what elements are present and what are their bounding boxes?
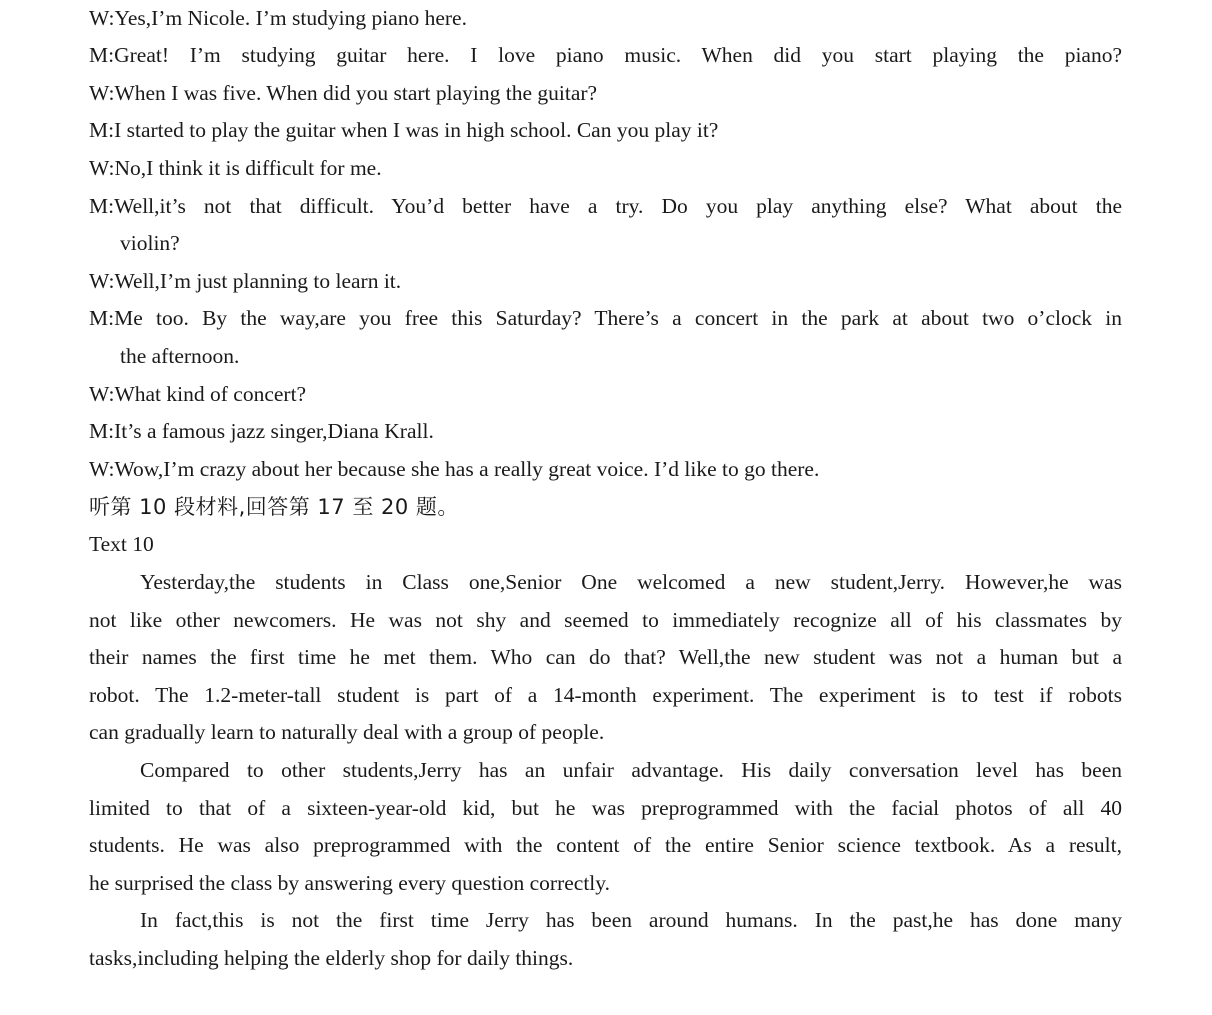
passage-line: can gradually learn to naturally deal with a group of people. [89, 720, 605, 744]
dialogue-continuation: violin? [120, 231, 180, 255]
passage-line: he surprised the class by answering every question correctly. [89, 871, 611, 895]
passage-line: robot. The 1.2-meter-tall student is part of a 14-month experiment. The experiment is to test if robots [89, 683, 1122, 707]
dialogue-line: W:When I was five. When did you start playing the guitar? [89, 81, 598, 105]
passage-line: not like other newcomers. He was not shy and seemed to immediately recognize all of his classmates by [89, 608, 1122, 632]
dialogue-line: W:No,I think it is difficult for me. [89, 156, 382, 180]
section-instruction: 听第 10 段材料,回答第 17 至 20 题。 [89, 495, 459, 519]
passage-line: students. He was also preprogrammed with the content of the entire Senior science textbook. As a result, [89, 833, 1122, 857]
passage-line: Yesterday,the students in Class one,Senior One welcomed a new student,Jerry. However,he was [140, 570, 1122, 594]
passage-line: their names the first time he met them. Who can do that? Well,the new student was not a human but a [89, 645, 1122, 669]
passage-line: Compared to other students,Jerry has an unfair advantage. His daily conversation level has been [140, 758, 1122, 782]
dialogue-line: M:Me too. By the way,are you free this Saturday? There’s a concert in the park at about two o’clock in [89, 306, 1122, 330]
dialogue-line: M:Great! I’m studying guitar here. I love piano music. When did you start playing the piano? [89, 43, 1122, 67]
dialogue-line: M:It’s a famous jazz singer,Diana Krall. [89, 419, 434, 443]
section-title: Text 10 [89, 532, 154, 556]
dialogue-line: W:What kind of concert? [89, 382, 307, 406]
dialogue-line: M:I started to play the guitar when I was in high school. Can you play it? [89, 118, 719, 142]
passage-line: In fact,this is not the first time Jerry has been around humans. In the past,he has done many [140, 908, 1122, 932]
dialogue-line: W:Yes,I’m Nicole. I’m studying piano here. [89, 6, 467, 30]
dialogue-continuation: the afternoon. [120, 344, 240, 368]
dialogue-line: W:Well,I’m just planning to learn it. [89, 269, 402, 293]
dialogue-line: M:Well,it’s not that difficult. You’d better have a try. Do you play anything else? What about the [89, 194, 1122, 218]
passage-line: tasks,including helping the elderly shop for daily things. [89, 946, 574, 970]
passage-line: limited to that of a sixteen-year-old kid, but he was preprogrammed with the facial photos of all 40 [89, 796, 1122, 820]
dialogue-line: W:Wow,I’m crazy about her because she has a really great voice. I’d like to go there. [89, 457, 820, 481]
